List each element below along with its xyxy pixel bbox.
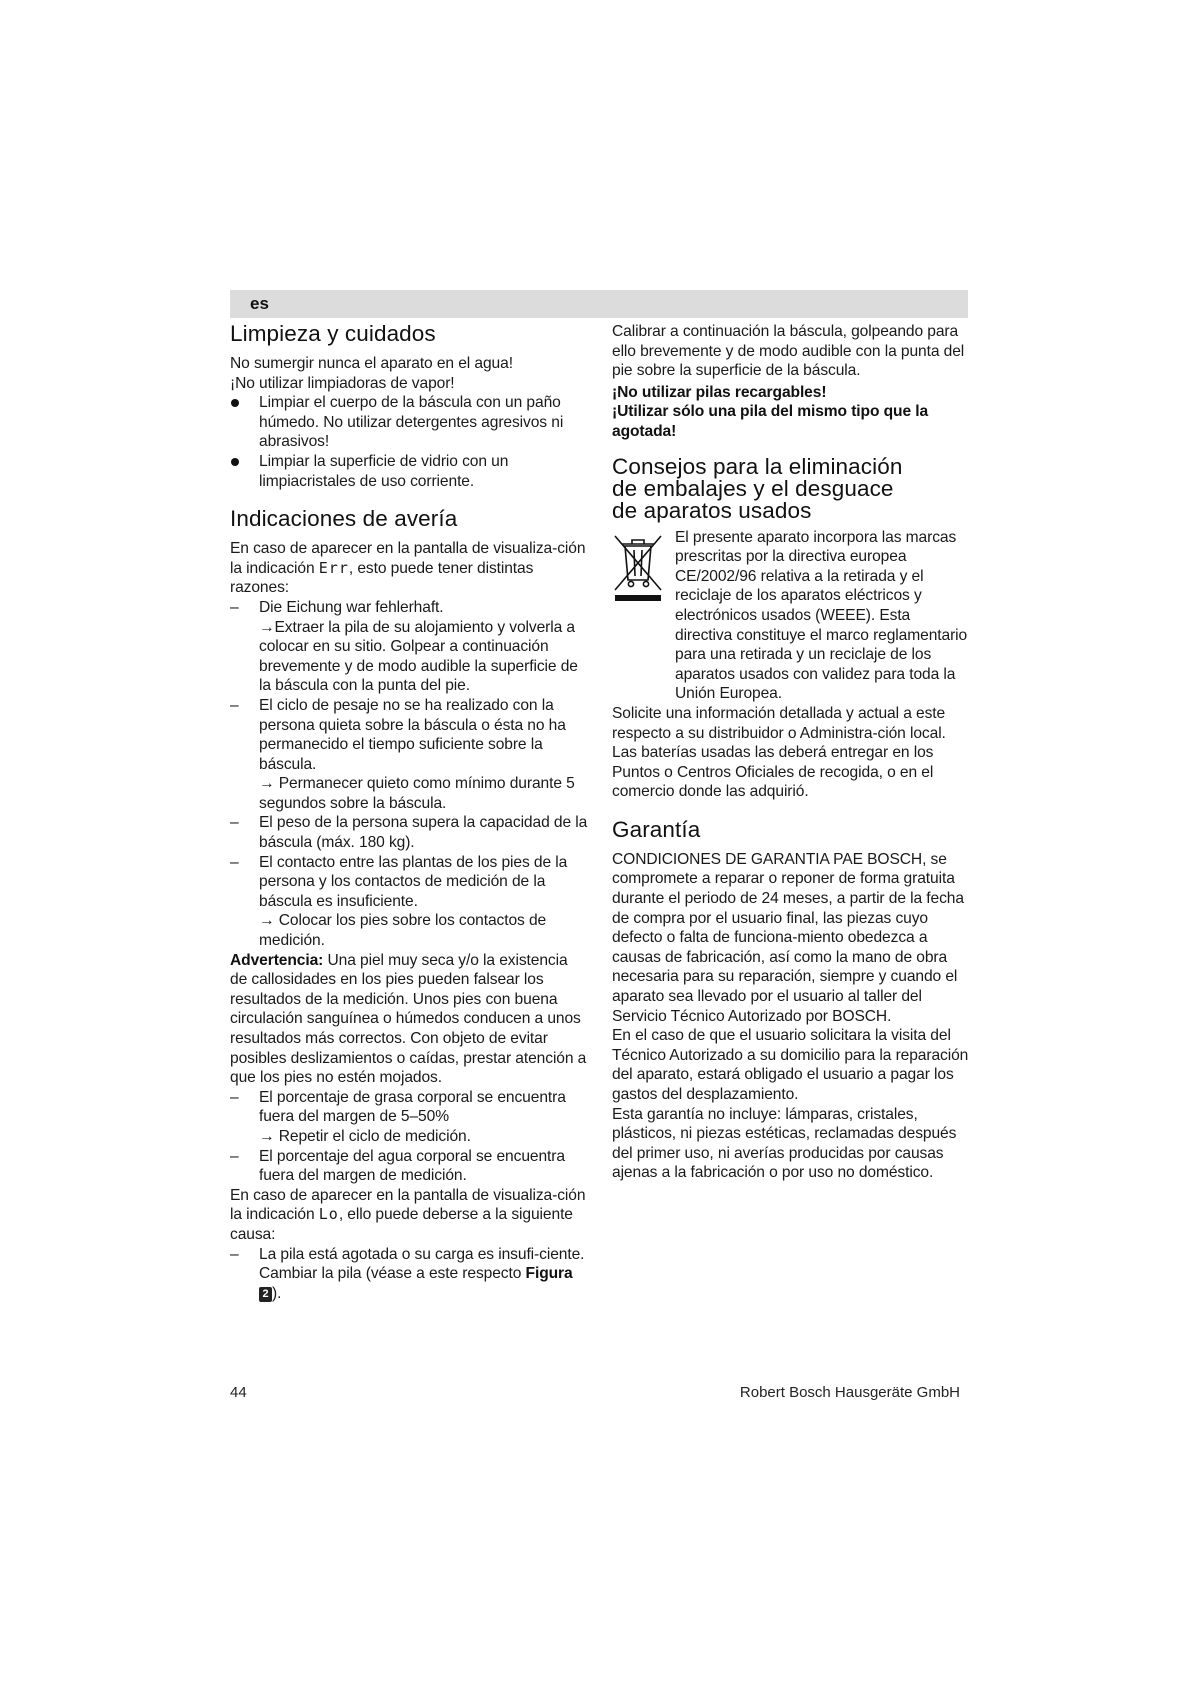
figure-reference: Figura [525, 1265, 573, 1283]
fault-text: El contacto entre las plantas de los pies de la persona y los contactos de medición de la báscula es insuficiente. [259, 853, 568, 910]
list-item [230, 853, 588, 951]
cleaning-bullet-list [230, 393, 588, 491]
warning-label: Advertencia: [230, 951, 324, 969]
lo-intro-text: En caso de aparecer en la pantalla de visualiza-ción la indicación [230, 1186, 586, 1224]
lo-display-code: Lo [318, 1205, 339, 1224]
warning-text: Una piel muy seca y/o la existencia de callosidades en los pies pueden falsear los resultados de la medición. Unos pies con buena circulación sanguínea o húmedos conducen a unos resultados más correctos. Con objeto de evitar posibles deslizamientos o caídas, prestar atención a que los pies no estén mojados. [230, 951, 587, 1087]
calibration-paragraph: Calibrar a continuación la báscula, golpeando para ello brevemente y de modo audible con la punta del pie sobre la superficie de la báscula. [612, 323, 965, 380]
dash-marker: – [230, 696, 239, 714]
weee-crossed-bin-icon [612, 532, 664, 602]
dash-marker: – [230, 598, 239, 616]
list-item [230, 1245, 588, 1304]
battery-warning: ¡No utilizar pilas recargables! [612, 383, 827, 401]
warranty-paragraph: Esta garantía no incluye: lámparas, cristales, plásticos, ni piezas estéticas, reclamadas después del primer uso, ni averías producidas por causas ajenas a la fabricación o por uso no doméstico. [612, 1105, 957, 1182]
fault-remedy: → Colocar los pies sobre los contactos de medición. [259, 912, 547, 950]
left-column [230, 322, 588, 1303]
right-column [612, 322, 970, 1183]
company-name: Robert Bosch Hausgeräte GmbH [739, 1384, 960, 1401]
list-item: Limpiar la superficie de vidrio con un limpiacristales de uso corriente. [230, 452, 588, 491]
disposal-heading-line: de embalajes y el desguace [612, 475, 894, 501]
language-code: es [250, 294, 269, 313]
list-item [230, 1088, 588, 1147]
dash-marker: – [230, 1088, 239, 1106]
battery-warning: ¡Utilizar sólo una pila del mismo tipo que la agotada! [612, 403, 929, 440]
fault-text: El porcentaje de grasa corporal se encuentra fuera del margen de 5–50% [259, 1088, 566, 1126]
cleaning-paragraph: ¡No utilizar limpiadoras de vapor! [230, 374, 455, 392]
faults-heading: Indicaciones de avería [230, 506, 458, 532]
battery-text-end: ). [272, 1284, 282, 1302]
list-item [230, 696, 588, 814]
dash-marker: – [230, 814, 239, 832]
language-header-band [230, 290, 968, 318]
faults-intro [230, 539, 588, 598]
cleaning-heading: Limpieza y cuidados [230, 321, 436, 346]
lo-intro [230, 1186, 588, 1245]
disposal-heading-line: de aparatos usados [612, 497, 812, 523]
page-number: 44 [230, 1384, 247, 1401]
warning-paragraph [230, 951, 588, 1088]
fault-remedy: → Repetir el ciclo de medición. [259, 1127, 471, 1145]
dash-marker: – [230, 1245, 239, 1263]
weee-paragraph: El presente aparato incorpora las marcas prescritas por la directiva europea CE/2002/96 relativa a la retirada y el reciclaje de los aparatos eléctricos y electrónicos usados (WEEE). Esta directiva constituye el marco reglamentario para una retirada y un reciclaje de los aparatos usados con validez para toda la Unión Europea. [675, 528, 968, 703]
fault-text: El porcentaje del agua corporal se encuentra fuera del margen de medición. [259, 1147, 565, 1185]
fault-remedy: → Permanecer quieto como mínimo durante 5 segundos sobre la báscula. [259, 775, 575, 812]
fault-text: Die Eichung war fehlerhaft. [259, 598, 444, 616]
warranty-paragraph: CONDICIONES DE GARANTIA PAE BOSCH, se compromete a reparar o reponer de forma gratuita durante el periodo de 24 meses, a partir de la fecha de compra por el usuario final, las piezas cuyo defecto o falta de funciona-miento obedezca a causas de fabricación, así como la mano de obra necesaria para su reparación, siempre y cuando el aparato sea llevado por el usuario al taller del Servicio Técnico Autorizado por BOSCH. [612, 850, 964, 1025]
err-display-code: Err [318, 558, 349, 577]
warranty-heading: Garantía [612, 816, 701, 842]
list-item [230, 1147, 588, 1186]
fault-text: El ciclo de pesaje no se ha realizado con la persona quieta sobre la báscula o ésta no ha permanecido el tiempo suficiente sobre la báscula. [259, 696, 566, 773]
disposal-heading-line: Consejos para la eliminación [612, 453, 903, 479]
faults-intro-text: , esto puede tener distintas razones: [230, 559, 534, 597]
faults-list [230, 598, 588, 951]
list-item [230, 598, 588, 696]
faults-list-2 [230, 1088, 588, 1186]
dash-marker: – [230, 1147, 239, 1165]
dash-marker: – [230, 853, 239, 871]
list-item: Limpiar el cuerpo de la báscula con un paño húmedo. No utilizar detergentes agresivos ni abrasivos! [230, 393, 588, 452]
faults-intro-text: En caso de aparecer en la pantalla de visualiza-ción la indicación [230, 540, 586, 577]
disposal-info-paragraph: Solicite una información detallada y actual a este respecto a su distribuidor o Administra-ción local. Las baterías usadas las deberá entregar en los Puntos o Centros Oficiales de recogida, o en el comercio donde las adquirió. [612, 704, 946, 801]
lo-intro-text: , ello puede deberse a la siguiente causa: [230, 1206, 573, 1243]
weee-block [612, 528, 970, 704]
battery-text: La pila está agotada o su carga es insufi-ciente. Cambiar la pila (véase a este respecto [259, 1245, 585, 1283]
list-item [230, 813, 588, 852]
warranty-paragraph: En el caso de que el usuario solicitara la visita del Técnico Autorizado a su domicilio para la reparación del aparato, estará obligado el usuario a pagar los gastos del desplazamiento. [612, 1027, 969, 1103]
disposal-heading [612, 453, 970, 523]
battery-list [230, 1245, 588, 1304]
fault-text: El peso de la persona supera la capacidad de la báscula (máx. 180 kg). [259, 814, 588, 852]
fault-remedy: →Extraer la pila de su alojamiento y volverla a colocar en su sitio. Golpear a continuación brevemente y de modo audible la superficie de la báscula con la punta del pie. [259, 618, 578, 695]
cleaning-paragraph: No sumergir nunca el aparato en el agua! [230, 355, 513, 372]
figure-number-badge: 2 [259, 1287, 272, 1302]
